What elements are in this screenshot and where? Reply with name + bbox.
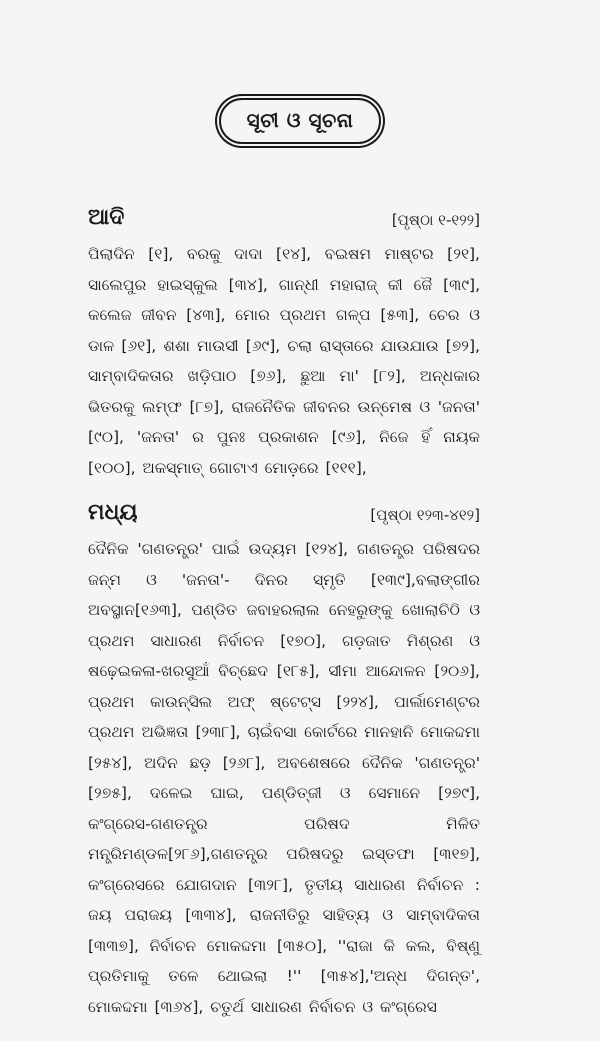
section-name: ମଧ୍ୟ (88, 500, 138, 525)
section-heading (88, 500, 480, 534)
section-adi (88, 205, 480, 483)
page-range: [ପୃଷ୍ଠା ୧-୧୨୨] (391, 211, 480, 229)
page-range: [ପୃଷ୍ଠା ୧୨୩-୪୧୨] (370, 506, 480, 524)
section-heading (88, 205, 480, 239)
page-title: ସୂଚୀ ଓ ସୂଚନା (219, 98, 382, 144)
section-madhya (88, 500, 480, 1022)
section-name: ଆଦି (88, 205, 125, 230)
title-wrap (0, 98, 600, 144)
section-contents: ଦୈନିକ 'ଗଣତନ୍ତ୍ର' ପାଇଁ ଉଦ୍ୟମ [୧୨୪], ଗଣତନ୍ତ୍ର ପରିଷଦର ଜନ୍ମ ଓ 'ଜନତା'- ଦିନର ସ୍ମୃତି [୧୩୯],ବଲାଙ୍ଗୀର ଅବସ୍ଥାନ[୧୬୩], ପଣ୍ଡିତ ଜବାହରଲାଲ ନେହରୁଙ୍କୁ ଖୋଲାଚିଠି ଓ ପ୍ରଥମ ସାଧାରଣ ନିର୍ବାଚନ [୧୭୦], ଗଡ଼ଜାତ ମିଶ୍ରଣ ଓ ଷଢ଼େଇକଳା-ଖରସୁଆଁ ବିଚ୍ଛେଦ [୧୮୫], ସୀମା ଆନ୍ଦୋଳନ [୨୦୬], ପ୍ରଥମ କାଉନ୍ସିଲ ଅଫ୍ ଷ୍ଟେଟ୍ସ [୨୨୪], ପାର୍ଲାମେଣ୍ଟର ପ୍ରଥମ ଅଭିଜ୍ଞତା [୨୩୮], ଚାଇଁବସା କୋର୍ଟରେ ମାନହାନି ମୋକଦ୍ଦମା [୨୫୪], ଅଦିନ ଛଡ଼ [୨୬୮], ଅବଶେଷରେ ଦୈନିକ 'ଗଣତନ୍ତ୍ର' [୨୭୫], ଦଳେଇ ଘାଇ, ପଣ୍ଡିତ୍‌ଜୀ ଓ ସେମାନେ [୨୭୯], କଂଗ୍ରେସ-ଗଣତନ୍ତ୍ର ପରିଷଦ ମିଳିତ ମନ୍ତ୍ରିମଣ୍ଡଳ[୨୮୬],ଗଣତନ୍ତ୍ର ପରିଷଦରୁ ଇସ୍ତଫା [୩୧୭], କଂଗ୍ରେସରେ ଯୋଗଦାନ [୩୨୮], ତୃତୀୟ ସାଧାରଣ ନିର୍ବାଚନ : ଜୟ ପରାଜୟ [୩୩୪], ରାଜନୀତିରୁ ସାହିତ୍ୟ ଓ ସାମ୍ବାଦିକତା [୩୩୭], ନିର୍ବାଚନ ମୋକଦ୍ଦମା [୩୫୦], ''ରାଜା କି କଲ, ବିଷ୍ଣୁ ପ୍ରତିମାକୁ ତଳେ ଥୋଇଲା !'' [୩୫୪],'ଅନ୍ଧ ଦିଗନ୍ତ', ମୋକଦ୍ଦମା [୩୬୪], ଚତୁର୍ଥ ସାଧାରଣ ନିର୍ବାଚନ ଓ କଂଗ୍ରେସ (88, 540, 480, 1016)
section-contents: ପିଲାଦିନ [୧], ବରକୁ ଦାଦା [୧୪], ବଇଷମ ମାଷ୍ଟର [୨୧], ସାଲେପୁର ହାଇସ୍କୁଲ [୩୪], ଗାନ୍ଧୀ ମହାରାଜ୍ କୀ ଜୈ [୩୯], କଲେଜ ଜୀବନ [୪୩], ମୋର ପ୍ରଥମ ଗଳ୍ପ [୫୩], ଚେର ଓ ଡାଳ [୬୧], ଶଶା ମାଉସୀ [୬୯], ଚଲା ରାସ୍ତାରେ ଯାଉଯାଉ [୭୨], ସାମ୍ବାଦିକତାର ଖଡ଼ିପାଠ [୭୬], ଛୁଆ ମା' [୮୨], ଅନ୍ଧକାର ଭିତରକୁ ଲମ୍ଫ [୮୭], ରାଜନୈତିକ ଜୀବନର ଉନ୍ମେଷ ଓ 'ଜନତା' [୯୦], 'ଜନତା' ର ପୁନଃ ପ୍ରକାଶନ [୯୬], ନିଜେ ହିଁ ନାୟକ [୧୦୦], ଅକସ୍ମାତ୍ ଗୋଟାଏ ମୋଡ଼ରେ [୧୧୧], (88, 245, 480, 477)
